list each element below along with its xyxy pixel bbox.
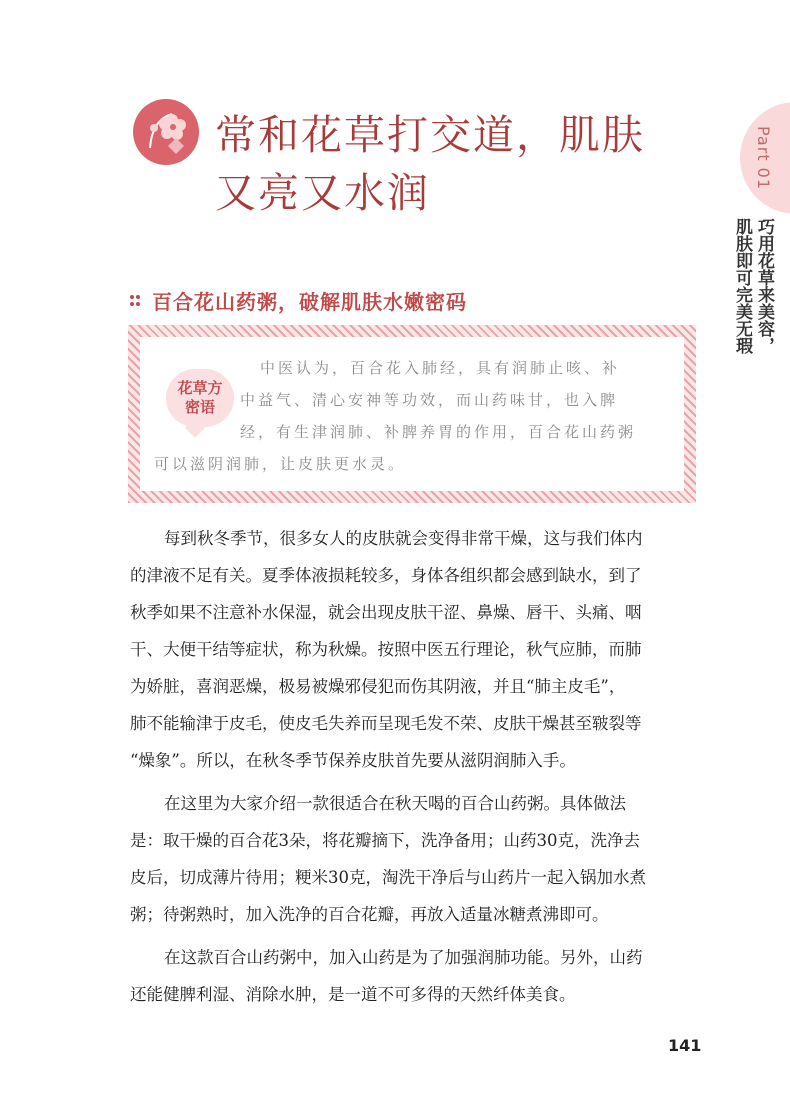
flower-badge-icon	[132, 98, 200, 166]
page-title	[215, 106, 645, 222]
part-label: Part 01	[754, 125, 773, 191]
tip-box	[128, 325, 696, 503]
body-text	[130, 520, 696, 1013]
dots-bullet-icon	[130, 294, 144, 308]
tip-badge-line2: 密语	[184, 398, 215, 416]
text-line: “燥象”。所以，在秋冬季节保养皮肤首先要从滋阴润肺入手。	[130, 751, 576, 770]
text-line: 还能健脾利湿、消除水肿，是一道不可多得的天然纤体美食。	[130, 985, 576, 1004]
text-line: 的津液不足有关。夏季体液损耗较多，身体各组织都会感到缺水，到了	[130, 566, 642, 585]
tip-box-inner	[140, 337, 684, 491]
tip-badge	[166, 369, 234, 427]
chapter-side-title-line1: 巧用花草来美容，	[754, 218, 774, 354]
tip-line: 中益气、清心安神等功效，而山药味甘，也入脾	[240, 391, 619, 409]
page-title-line1: 常和花草打交道，肌肤	[215, 111, 645, 159]
text-line: 为娇脏，喜润恶燥，极易被燥邪侵犯而伤其阴液，并且“肺主皮毛”，	[130, 677, 626, 696]
text-line: 在这里为大家介绍一款很适合在秋天喝的百合山药粥。具体做法	[164, 794, 626, 813]
tip-line: 经，有生津润肺、补脾养胃的作用，百合花山药粥	[240, 423, 637, 441]
text-line: 皮后，切成薄片待用；粳米30克，淘洗干净后与山药片一起入锅加水煮	[130, 868, 646, 887]
paragraph-1	[130, 520, 696, 779]
section-heading-text: 百合花山药粥，破解肌肤水嫩密码	[152, 290, 467, 314]
tip-line: 中医认为，百合花入肺经，具有润肺止咳、补	[260, 359, 621, 377]
page-number: 141	[668, 1036, 702, 1055]
text-line: 每到秋冬季节，很多女人的皮肤就会变得非常干燥，这与我们体内	[164, 529, 643, 548]
tip-line: 可以滋阴润肺，让皮肤更水灵。	[154, 455, 407, 473]
text-line: 干、大便干结等症状，称为秋燥。按照中医五行理论，秋气应肺，而肺	[130, 640, 642, 659]
text-line: 肺不能输津于皮毛，使皮毛失养而呈现毛发不荣、皮肤干燥甚至皲裂等	[130, 714, 642, 733]
chapter-side-title-line2: 肌肤即可完美无瑕	[732, 218, 752, 354]
paragraph-2	[130, 785, 696, 933]
paragraph-3	[130, 939, 696, 1013]
text-line: 粥；待粥熟时，加入洗净的百合花瓣，再放入适量冰糖煮沸即可。	[130, 905, 609, 924]
text-line: 是：取干燥的百合花3朵，将花瓣摘下，洗净备用；山药30克，洗净去	[130, 831, 640, 850]
chapter-side-title	[732, 218, 775, 354]
section-heading	[130, 286, 467, 315]
text-line: 在这款百合山药粥中，加入山药是为了加强润肺功能。另外，山药	[164, 948, 643, 967]
text-line: 秋季如果不注意补水保湿，就会出现皮肤干涩、鼻燥、唇干、头痛、咽	[130, 603, 642, 622]
tip-badge-line1: 花草方	[177, 379, 223, 397]
page-title-line2: 又亮又水润	[215, 169, 430, 217]
